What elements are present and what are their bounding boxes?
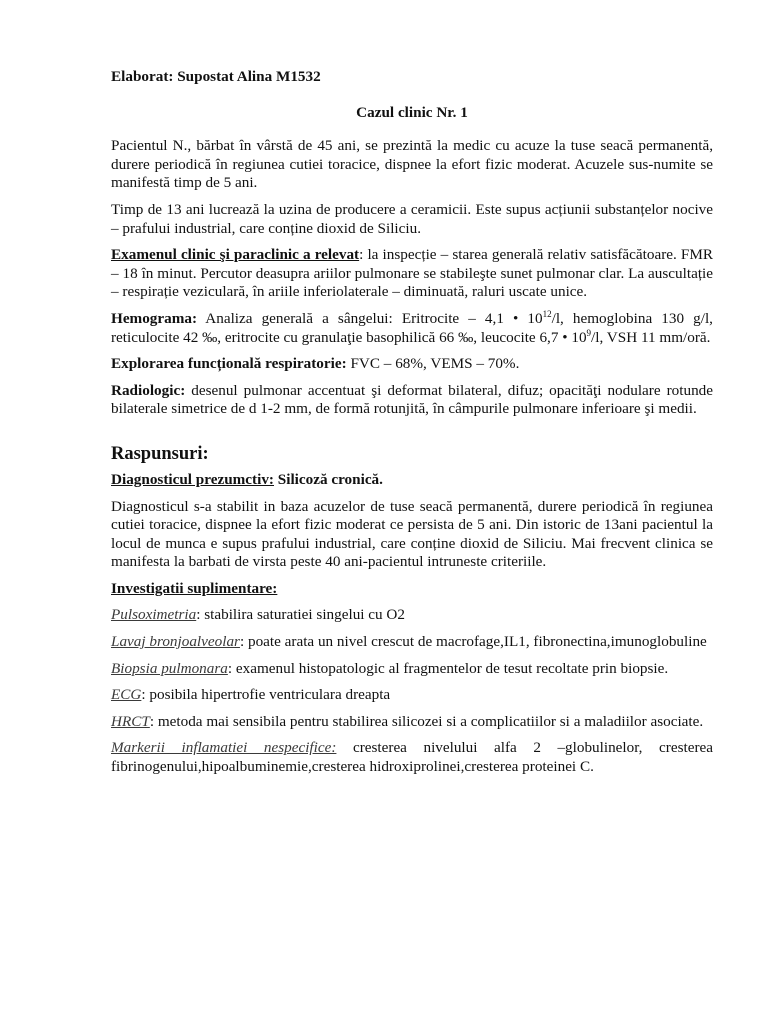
function-paragraph (111, 355, 713, 374)
investigation-text: : examenul histopatologic al fragmentelor de tesut recoltate prin biopsie. (227, 659, 669, 677)
function-text: FVC – 68%, VEMS – 70%. (346, 355, 520, 373)
investigation-term: Markerii inflamatiei nespecifice: (111, 739, 337, 757)
hemogram-exponent-1: 12 (542, 308, 552, 319)
investigation-term: Pulsoximetria (111, 606, 197, 624)
function-label: Explorarea funcțională respiratorie: (111, 355, 347, 373)
investigation-text: : posibila hipertrofie ventriculara dreapta (141, 686, 391, 704)
investigation-item (111, 633, 713, 652)
investigation-text: cresterea nivelului alfa 2 –globulinelor, cresterea fibrinogenului,hipoalbuminemie,cresterea hidroxiprolinei,cresterea proteinei C. (111, 739, 713, 776)
investigation-item (111, 739, 713, 776)
investigation-term: Biopsia pulmonara (111, 659, 228, 677)
investigation-term: HRCT (111, 712, 150, 730)
investigation-text: : metoda mai sensibila pentru stabilirea silicozei si a complicatiilor si a maladiilor asociate. (149, 712, 704, 730)
investigation-item (111, 713, 713, 732)
investigation-item (111, 660, 713, 679)
radiology-text: desenul pulmonar accentuat şi deformat bilateral, difuz; opacităţi nodulare rotunde bilaterale simetrice de d 1-2 mm, de formă rotunjită, în câmpurile pulmonare inferioare şi medii. (111, 381, 713, 418)
diagnosis-line (111, 471, 713, 490)
radiology-label: Radiologic: (111, 381, 186, 399)
diagnosis-value: Silicoză cronică. (273, 470, 383, 488)
exam-paragraph (111, 246, 713, 302)
investigation-item (111, 686, 713, 705)
case-title: Cazul clinic Nr. 1 (356, 103, 468, 121)
hemogram-text-3: /l, VSH 11 mm/oră. (591, 328, 711, 346)
hemogram-paragraph (111, 310, 713, 347)
hemogram-exponent-2: 9 (586, 327, 592, 338)
investigations-heading: Investigatii suplimentare: (111, 579, 278, 597)
investigation-text: : stabilira saturatiei singelui cu O2 (196, 606, 405, 624)
exam-label: Examenul clinic şi paraclinic a relevat (111, 246, 360, 264)
investigation-term: Lavaj bronjoalveolar (111, 633, 240, 651)
investigation-text: : poate arata un nivel crescut de macrofage,IL1, fibronectina,imunoglobuline (239, 633, 707, 651)
diagnosis-label: Diagnosticul prezumctiv: (111, 470, 274, 488)
hemogram-label: Hemograma: (111, 309, 198, 327)
intro-paragraph: Pacientul N., bărbat în vârstă de 45 ani, se prezintă la medic cu acuze la tuse seacă permanentă, durere periodică în regiunea cutiei toracice, dispnee la efort fizic moderat. Acuzele sus-numite se manifestă timp de 5 ani. (111, 137, 713, 192)
history-paragraph: Timp de 13 ani lucrează la uzina de producere a ceramicii. Este supus acțiunii substanțelor nocive – prafului industrial, care conține dioxid de Siliciu. (111, 200, 713, 237)
diagnosis-explanation: Diagnosticul s-a stabilit in baza acuzelor de tuse seacă permanentă, durere periodică în regiunea cutiei toracice, dispnee la efort fizic moderat ce persista de 5 ani. Din istoric de 13ani pacientul la locul de munca e supus prafului industrial, care conține dioxid de Siliciu. Mai frecvent clinica se manifesta la barbati de virsta peste 40 ani-pacientul intruneste criteriile. (111, 497, 713, 571)
answers-heading: Raspunsuri: (111, 443, 209, 464)
document-page (111, 68, 713, 785)
exam-text: : la inspecție – starea generală relativ satisfăcătoare. FMR – 18 în minut. Percutor deasupra ariilor pulmonare se stabileşte sunet pulmonar clar. La auscultație – respirație veziculară, în ariile inferiolaterale – diminuată, raluri uscate unice. (111, 246, 713, 301)
radiology-paragraph (111, 382, 713, 419)
investigation-term: ECG (111, 686, 142, 704)
hemogram-text-1: Analiza generală a sângelui: Eritrocite – 4,1 • 10 (197, 309, 543, 327)
hemogram-text-2: /l, hemoglobina 130 g/l, reticulocite 42 ‰, eritrocite cu granulaţie basophilică 66 ‰, leucocite 6,7 • 10 (111, 309, 713, 346)
author-line: Elaborat: Supostat Alina M1532 (111, 68, 321, 85)
investigation-item (111, 606, 713, 625)
